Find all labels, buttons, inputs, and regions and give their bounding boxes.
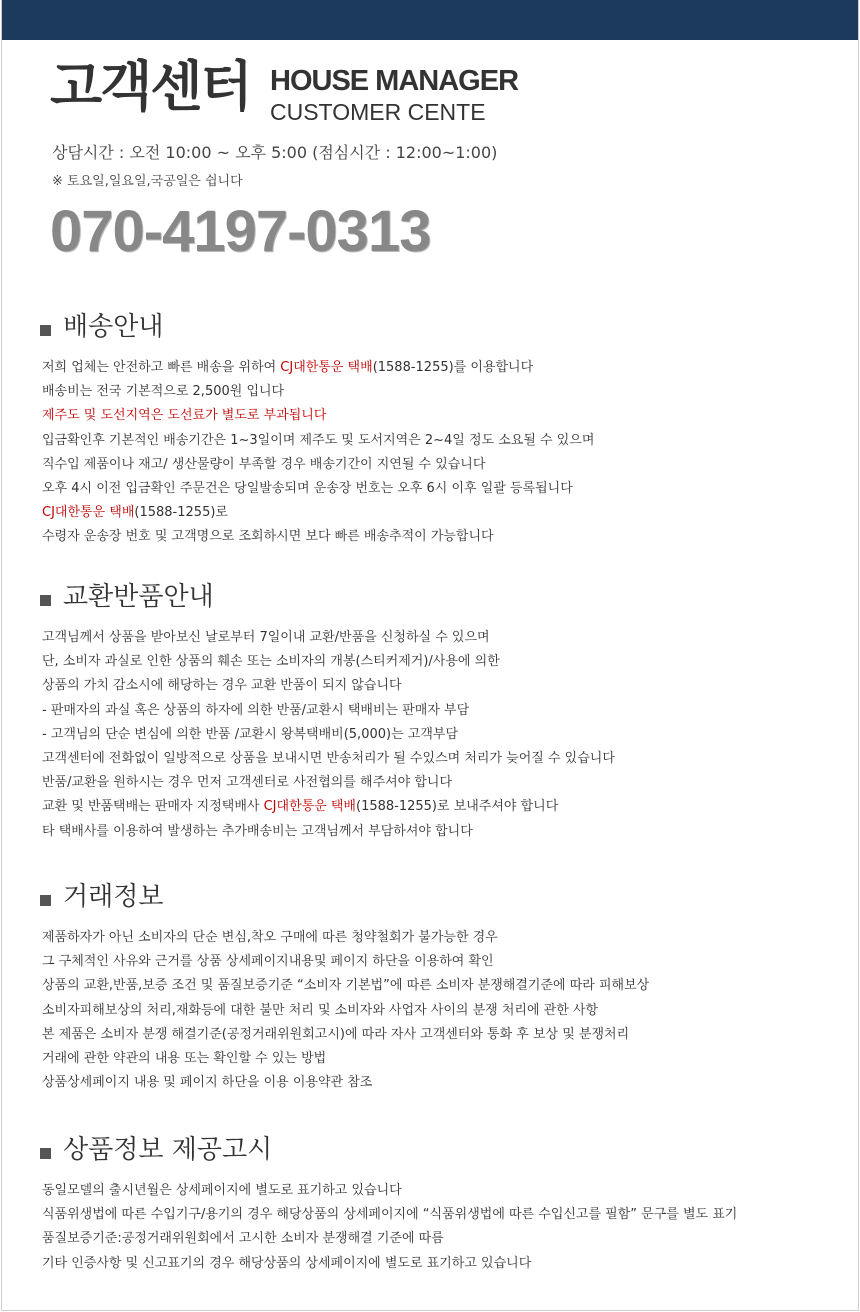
line-text: 고객님께서 상품을 받아보신 날로부터 7일이내 교환/반품을 신청하실 수 있으며 [42,630,490,645]
text-line [42,674,615,698]
page-title: 고객센터 [50,55,251,118]
square-bullet-icon [40,1148,51,1159]
line-text: 수령자 운송장 번호 및 고객명으로 조회하시면 보다 빠른 배송추적이 가능합니다 [42,529,494,545]
text-line [42,477,594,501]
text-line [42,1047,649,1071]
header [2,40,858,130]
section-title: 교환반품안내 [63,582,214,612]
section-title: 배송안내 [63,312,164,342]
text-line [42,926,649,950]
holiday-note: ※ 토요일,일요일,국공일은 쉽니다 [52,174,243,189]
line-text: 본 제품은 소비자 분쟁 해결기준(공정거래위원회고시)에 따라 자사 고객센터와 통화 후 보상 및 분쟁처리 [42,1026,630,1042]
section-shipping [40,314,594,550]
text-line [42,699,615,723]
text-line [42,404,594,428]
section-transaction [40,884,649,1095]
square-bullet-icon [40,595,51,606]
page-subtitle-1: HOUSE MANAGER [270,65,519,97]
line-text: 반품/교환을 원하시는 경우 먼저 고객센터로 사전협의를 해주셔야 합니다 [42,775,453,791]
line-text: 상품상세페이지 내용 및 페이지 하단을 이용 이용약관 참조 [42,1075,373,1091]
page-frame [1,0,859,1311]
text-line [42,747,615,771]
text-line [42,999,649,1023]
highlight-text: CJ대한통운 택배 [263,799,356,815]
text-line [42,626,615,650]
text-line [42,950,649,974]
line-text: 상품의 교환,반품,보증 조건 및 품질보증기준 “소비자 기본법”에 따른 소비자 분쟁해결기준에 따라 피해보상 [42,978,650,994]
line-text: 저희 업체는 안전하고 빠른 배송을 위하여 [42,360,281,375]
square-bullet-icon [40,325,51,336]
line-text: 입금확인후 기본적인 배송기간은 1~3일이며 제주도 및 도서지역은 2~4일 정도 소요될 수 있으며 [42,432,595,448]
text-line [42,1179,737,1203]
line-text: 타 택배사를 이용하여 발생하는 추가배송비는 고객님께서 부담하셔야 합니다 [42,823,473,839]
line-text: 그 구체적인 사유와 근거를 상품 상세페이지내용및 페이지 하단을 이용하여 확인 [42,954,494,970]
section-title: 거래정보 [63,882,164,912]
square-bullet-icon [40,895,51,906]
text-line [42,501,594,525]
line-text: 단, 소비자 과실로 인한 상품의 훼손 또는 소비자의 개봉(스티커제거)/사용에 의한 [42,654,500,670]
text-line [42,1023,649,1047]
line-text: - 고객님의 단순 변심에 의한 반품 /교환시 왕복택배비(5,000)는 고객부담 [42,726,458,742]
text-line [42,771,615,795]
line-text: (1588-1255)로 [134,505,228,521]
highlight-text: CJ대한통운 택배 [280,360,373,375]
phone-number: 070-4197-0313 [50,199,431,264]
line-text: 직수입 제품이나 재고/ 생산물량이 부족할 경우 배송기간이 지연될 수 있습니다 [42,456,486,472]
text-line [42,795,615,819]
line-text: 거래에 관한 약관의 내용 또는 확인할 수 있는 방법 [42,1050,327,1066]
highlight-text: CJ대한통운 택배 [42,505,135,521]
line-text: 교환 및 반품택배는 판매자 지정택배사 [42,799,264,815]
text-line [42,650,615,674]
line-text: 상품의 가치 감소시에 해당하는 경우 교환 반품이 되지 않습니다 [42,678,402,694]
section-title: 상품정보 제공고시 [63,1135,273,1165]
text-line [42,723,615,747]
line-list [40,926,649,1095]
highlight-text: 제주도 및 도선지역은 도선료가 별도로 부과됩니다 [42,408,327,424]
line-text: 품질보증기준:공정거래위원회에서 고시한 소비자 분쟁해결 기준에 따름 [42,1231,444,1247]
text-line [42,380,594,404]
section-exchange [40,584,615,844]
line-list [40,356,594,550]
line-list [40,1179,737,1276]
line-text: - 판매자의 과실 혹은 상품의 하자에 의한 반품/교환시 택배비는 판매자 부담 [42,702,470,718]
line-text: 배송비는 전국 기본적으로 2,500원 입니다 [42,384,285,400]
line-text: (1588-1255)로 보내주셔야 합니다 [356,799,559,815]
line-text: 기타 인증사항 및 신고표기의 경우 해당상품의 상세페이지에 별도로 표기하고 있습니다 [42,1255,532,1271]
text-line [42,1227,737,1251]
text-line [42,1203,737,1227]
text-line [42,820,615,844]
text-line [42,1071,649,1095]
line-text: 동일모델의 출시년월은 상세페이지에 별도로 표기하고 있습니다 [42,1183,402,1198]
line-text: 고객센터에 전화없이 일방적으로 상품을 보내시면 반송처리가 될 수있스며 처리가 늦어질 수 있습니다 [42,750,615,766]
line-text: 제품하자가 아닌 소비자의 단순 변심,착오 구매에 따른 청약철회가 불가능한 경우 [42,930,498,945]
text-line [42,429,594,453]
text-line [42,525,594,549]
line-list [40,626,615,844]
line-text: 식품위생법에 따른 수입기구/용기의 경우 해당상품의 상세페이지에 “식품위생법에 따른 수입신고를 필함” 문구를 별도 표기 [42,1207,738,1223]
text-line [42,356,594,380]
text-line [42,453,594,477]
page-subtitle-2: CUSTOMER CENTE [270,99,486,125]
line-text: 오후 4시 이전 입금확인 주문건은 당일발송되며 운송장 번호는 오후 6시 이후 일괄 등록됩니다 [42,480,573,496]
line-text: (1588-1255)를 이용합니다 [372,360,534,375]
text-line [42,1252,737,1276]
text-line [42,974,649,998]
business-hours: 상담시간 : 오전 10:00 ~ 오후 5:00 (점심시간 : 12:00~1:00) [52,143,498,162]
section-product-notice [40,1137,737,1276]
line-text: 소비자피해보상의 처리,재화등에 대한 불만 처리 및 소비자와 사업자 사이의 분쟁 처리에 관한 사항 [42,1002,599,1018]
top-bar [2,0,858,40]
